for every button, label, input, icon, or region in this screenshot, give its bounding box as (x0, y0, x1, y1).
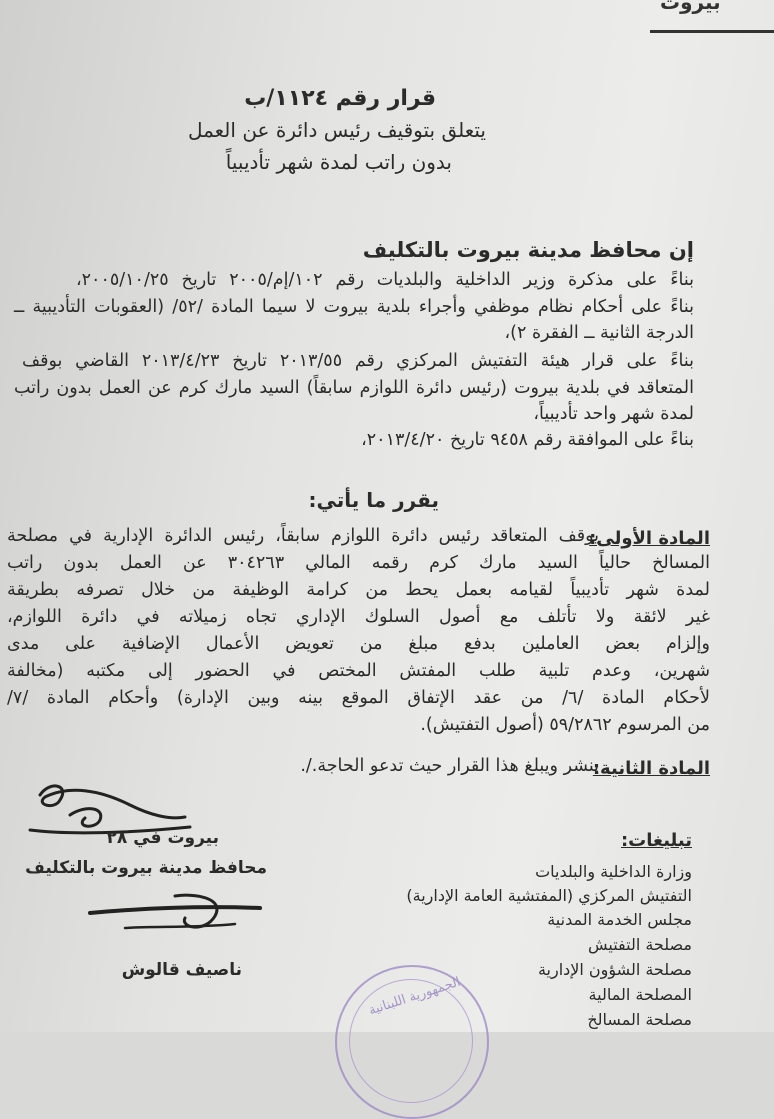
distribution-title: تبليغات: (620, 830, 692, 851)
article1-line: شهرين، وعدم تلبية طلب المفتش المختص في الحضور إلى مكتبه (مخالفة (7, 661, 710, 681)
decision-subject-line2: بدون راتب لمدة شهر تأديبياً (225, 150, 452, 174)
preamble-line: بناءً على أحكام نظام موظفي وأجراء بلدية بيروت لا سيما المادة /٥٢/ (العقوبات التأديبية ــ (14, 297, 694, 317)
article1-line: وإلزام بعض العاملين بدفع مبلغ من تعويض الأعمال الإضافية على مدى (7, 634, 710, 654)
preamble-line: الدرجة الثانية ــ الفقرة ٢)، (504, 323, 694, 343)
article1-line: لأحكام المادة /٦/ من عقد الإتفاق الموقع بينه وبين الإدارة) وأحكام المادة /٧/ (7, 688, 710, 708)
authority-heading: إن محافظ مدينة بيروت بالتكليف (362, 238, 694, 262)
signature-scribble-bottom (85, 888, 265, 943)
decides-heading: يقرر ما يأتي: (308, 488, 439, 512)
signature-title: محافظ مدينة بيروت بالتكليف (25, 858, 267, 878)
header-fragment: بيروت (660, 0, 721, 14)
official-stamp (335, 965, 489, 1119)
signature-place-date: بيروت في ٢٨ (106, 828, 219, 848)
article1-line: لمدة شهر تأديبياً لقيامه بعمل يحط من كرامة الوظيفة من خلال تصرفه بطريقة (7, 580, 710, 600)
preamble-line: لمدة شهر واحد تأديبياً، (533, 404, 694, 424)
article1-label: المادة الأولى: (589, 528, 710, 549)
distribution-item: مصلحة الشؤون الإدارية (537, 960, 692, 979)
article2-text: ينشر ويبلغ هذا القرار حيث تدعو الحاجة./. (300, 756, 599, 776)
preamble-line: بناءً على مذكرة وزير الداخلية والبلديات رقم ١٠٢/إم/٢٠٠٥ تاريخ ٢٠٠٥/١٠/٢٥، (76, 270, 694, 290)
article1-line: يوقف المتعاقد رئيس دائرة اللوازم سابقاً، رئيس الدائرة الإدارية في مصلحة (7, 526, 599, 546)
distribution-item: وزارة الداخلية والبلديات (535, 862, 692, 881)
preamble-line: بناءً على قرار هيئة التفتيش المركزي رقم ٢٠١٣/٥٥ تاريخ ٢٠١٣/٤/٢٣ القاضي بوقف (22, 351, 695, 371)
distribution-item: المصلحة المالية (588, 985, 692, 1004)
header-rule (650, 30, 774, 33)
preamble-line: المتعاقد في بلدية بيروت (رئيس دائرة اللوازم سابقاً) السيد مارك كرم عن العمل بدون راتب (14, 378, 694, 398)
article2-label: المادة الثانية: (592, 758, 710, 779)
article1-line: من المرسوم ٥٩/٢٨٦٢ (أصول التفتيش). (420, 715, 710, 735)
distribution-item: مجلس الخدمة المدنية (547, 910, 692, 929)
decision-subject-line1: يتعلق بتوقيف رئيس دائرة عن العمل (187, 118, 486, 142)
distribution-item: التفتيش المركزي (المفتشية العامة الإدارية) (406, 886, 692, 905)
distribution-item: مصلحة المسالخ (587, 1010, 692, 1029)
signature-name: ناصيف قالوش (121, 960, 242, 980)
distribution-item: مصلحة التفتيش (587, 935, 692, 954)
article1-line: المسالخ حالياً السيد مارك كرم رقمه المالي ٣٠٤٢٦٣ عن العمل بدون راتب (7, 553, 710, 573)
decision-number: قرار رقم ١١٢٤/ب (244, 86, 436, 111)
article1-line: غير لائقة ولا تأتلف مع أصول السلوك الإداري تجاه زميلاته في دائرة اللوازم، (7, 607, 710, 627)
preamble-line: بناءً على الموافقة رقم ٩٤٥٨ تاريخ ٢٠١٣/٤/٢٠، (361, 430, 694, 450)
stamp-text: الجمهورية اللبنانية (367, 974, 463, 1019)
